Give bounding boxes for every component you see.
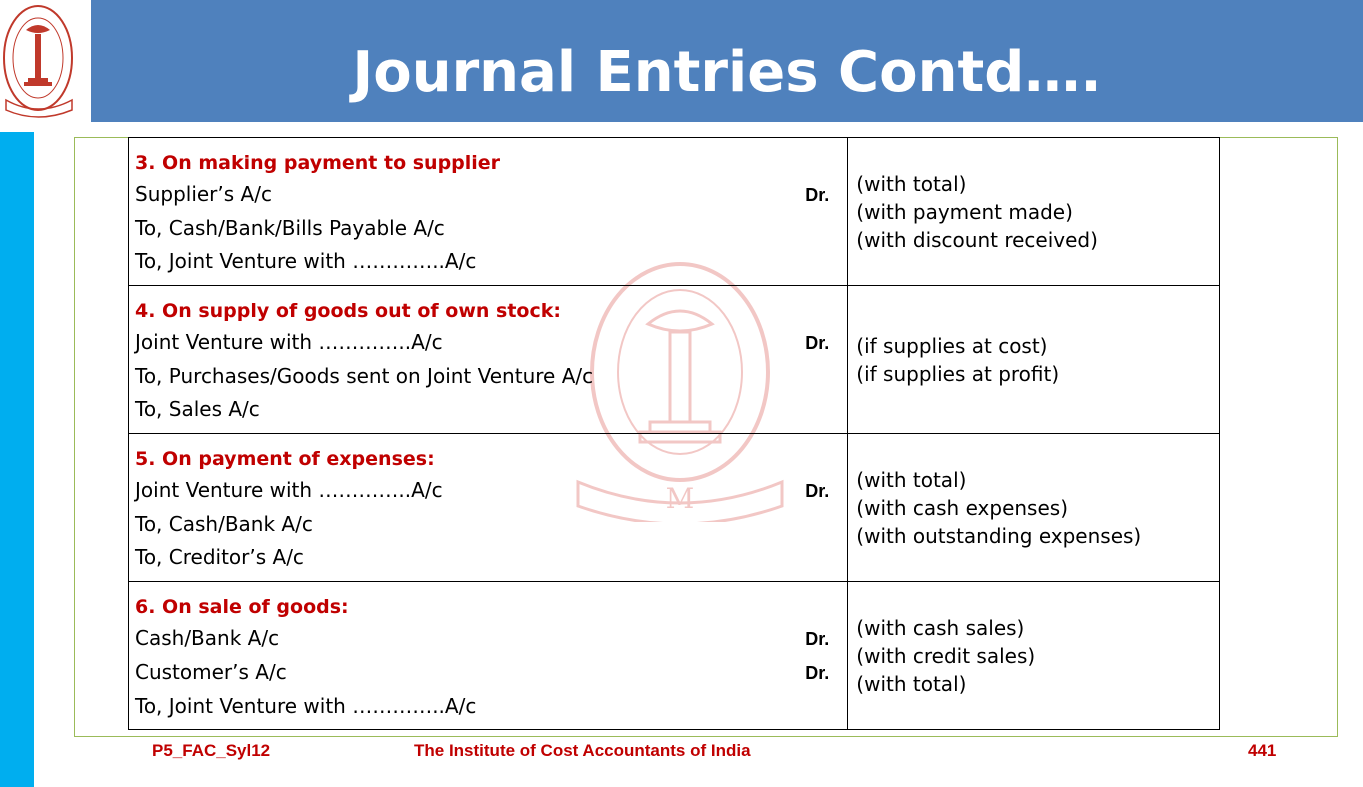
institute-logo: [0, 0, 80, 122]
entry-text: Joint Venture with …………..A/c: [135, 478, 443, 502]
debit-marker: Dr.: [805, 629, 830, 649]
entry-note: (with payment made): [856, 199, 1073, 224]
entry-line: [135, 178, 829, 212]
slide-title: Journal Entries Contd….: [352, 40, 1102, 105]
entry-line: [135, 474, 829, 508]
journal-entries-table: [128, 137, 1220, 730]
debit-marker: Dr.: [805, 333, 830, 353]
entry-text: To, Joint Venture with …………..A/c: [135, 249, 477, 273]
entry-notes-cell: [848, 286, 1220, 434]
left-accent-bar: [0, 132, 34, 787]
entry-text: To, Cash/Bank/Bills Payable A/c: [135, 216, 445, 240]
entry-line: [135, 245, 829, 278]
entry-text: To, Cash/Bank A/c: [135, 512, 313, 536]
table-row: [129, 138, 1220, 286]
entry-heading: 4. On supply of goods out of own stock:: [135, 300, 561, 322]
entry-left-cell: [129, 286, 848, 434]
entry-note: (with total): [856, 467, 967, 492]
entry-heading: 3. On making payment to supplier: [135, 152, 501, 174]
footer-institute: The Institute of Cost Accountants of India: [414, 741, 751, 760]
entry-text: Customer’s A/c: [135, 660, 287, 684]
entry-line: [135, 360, 829, 393]
svg-text:M: M: [665, 482, 695, 515]
entry-text: To, Creditor’s A/c: [135, 545, 304, 569]
entry-line: [135, 508, 829, 541]
entry-line: [135, 690, 829, 723]
entry-note: (if supplies at cost): [856, 333, 1048, 358]
entry-notes-cell: [848, 434, 1220, 582]
table-row: [129, 286, 1220, 434]
debit-marker: Dr.: [805, 185, 830, 205]
table-row: [129, 582, 1220, 730]
entry-left-cell: [129, 138, 848, 286]
entry-notes-cell: [848, 582, 1220, 730]
entry-note: (if supplies at profit): [856, 361, 1060, 386]
entry-line: [135, 541, 829, 574]
entry-line: [135, 212, 829, 245]
entry-note: (with total): [856, 171, 967, 196]
entry-note: (with discount received): [856, 227, 1098, 252]
entry-text: To, Sales A/c: [135, 397, 260, 421]
entry-text: Joint Venture with …………..A/c: [135, 330, 443, 354]
debit-marker: Dr.: [805, 481, 830, 501]
entry-heading: 6. On sale of goods:: [135, 596, 349, 618]
entry-left-cell: [129, 434, 848, 582]
entry-note: (with total): [856, 671, 967, 696]
entry-line: [135, 326, 829, 360]
entry-heading: 5. On payment of expenses:: [135, 448, 435, 470]
entry-text: Cash/Bank A/c: [135, 626, 280, 650]
entry-note: (with outstanding expenses): [856, 523, 1142, 548]
entry-line: [135, 393, 829, 426]
entry-line: [135, 622, 829, 656]
entry-text: To, Joint Venture with …………..A/c: [135, 694, 477, 718]
entry-text: To, Purchases/Goods sent on Joint Venture A/c: [135, 364, 594, 388]
debit-marker: Dr.: [805, 663, 830, 683]
entry-note: (with credit sales): [856, 643, 1036, 668]
entry-text: Supplier’s A/c: [135, 182, 272, 206]
entry-notes-cell: [848, 138, 1220, 286]
entry-note: (with cash expenses): [856, 495, 1069, 520]
entry-left-cell: [129, 582, 848, 730]
footer-page-number: 441: [1248, 741, 1277, 760]
footer-code: P5_FAC_Syl12: [152, 741, 271, 760]
entry-line: [135, 656, 829, 690]
entry-note: (with cash sales): [856, 615, 1025, 640]
table-row: [129, 434, 1220, 582]
